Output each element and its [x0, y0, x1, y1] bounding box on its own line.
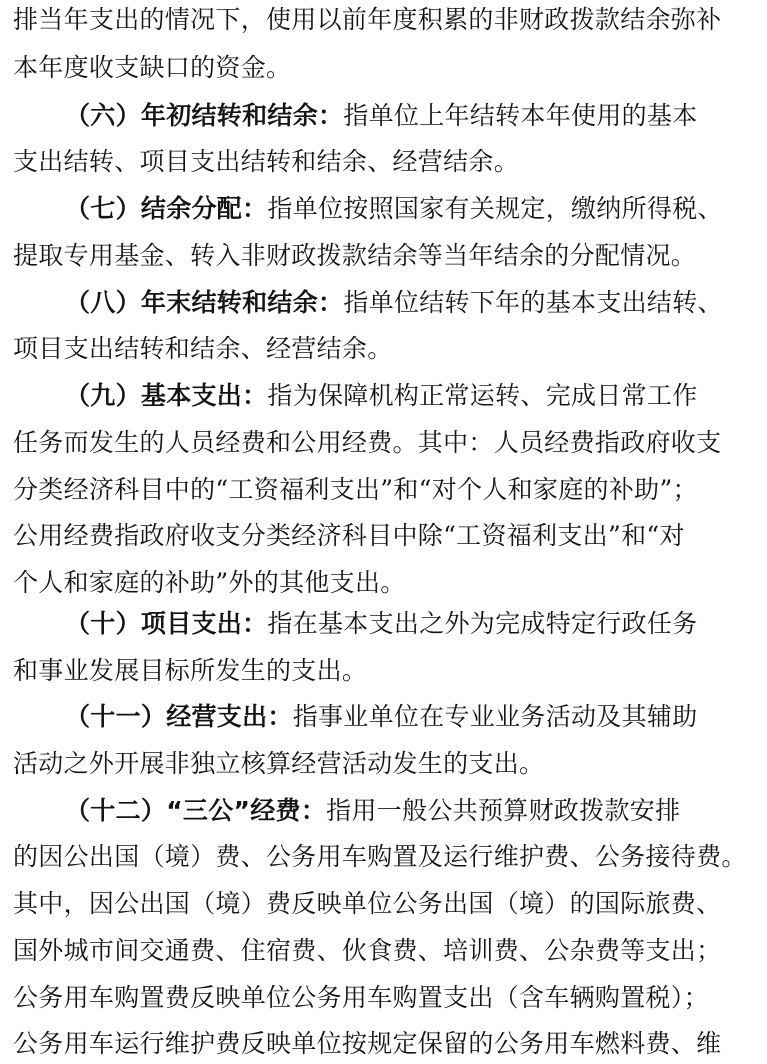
- line-text: 项目支出结转和结余、经营结余。: [13, 334, 393, 363]
- line-text: 排当年支出的情况下，使用以前年度积累的非财政拨款结余弥补: [13, 5, 722, 34]
- line-text: 提取专用基金、转入非财政拨款结余等当年结余的分配情况。: [13, 241, 697, 270]
- text-line: [13, 51, 291, 85]
- line-text: 分类经济科目中的“工资福利支出”和“对个人和家庭的补助”；: [13, 475, 698, 504]
- section-term: （六）年初结转和结余：: [65, 101, 344, 130]
- line-text: 和事业发展目标所发生的支出。: [13, 656, 368, 685]
- paragraph-heading-line: [65, 794, 680, 828]
- paragraph-heading-line: [65, 700, 698, 734]
- text-line: [13, 3, 721, 37]
- paragraph-heading-line: [65, 286, 723, 320]
- line-text: 指用一般公共预算财政拨款安排: [326, 796, 681, 825]
- line-text: 公务用车购置费反映单位公务用车购置支出（含车辆购置税）；: [13, 983, 709, 1012]
- line-text: 公用经费指政府收支分类经济科目中除“工资福利支出”和“对: [13, 521, 685, 550]
- text-line: [13, 654, 367, 688]
- line-text: 指事业单位在专业业务活动及其辅助: [292, 702, 698, 731]
- line-text: 任务而发生的人员经费和公用经费。其中：人员经费指政府收支: [13, 428, 722, 457]
- line-text: 公务用车运行维护费反映单位按规定保留的公务用车燃料费、维: [13, 1029, 722, 1058]
- line-text: 本年度收支缺口的资金。: [13, 53, 292, 82]
- section-term: （十一）经营支出：: [65, 702, 293, 731]
- paragraph-heading-line: [65, 607, 698, 641]
- text-line: [13, 332, 393, 366]
- text-line: [13, 426, 721, 460]
- text-line: [13, 887, 721, 921]
- line-text: 指单位按照国家有关规定，缴纳所得税、: [267, 194, 723, 223]
- section-term: （七）结余分配：: [65, 194, 268, 223]
- section-term: （十）项目支出：: [65, 609, 268, 638]
- line-text: 指单位上年结转本年使用的基本: [343, 101, 698, 130]
- line-text: 指为保障机构正常运转、完成日常工作: [267, 381, 698, 410]
- text-line: [13, 981, 709, 1015]
- line-text: 支出结转、项目支出结转和结余、经营结余。: [13, 147, 520, 176]
- text-line: [13, 840, 747, 874]
- text-line: [13, 1027, 721, 1061]
- line-text: 指单位结转下年的基本支出结转、: [343, 288, 723, 317]
- text-line: [13, 239, 696, 273]
- section-term: （九）基本支出：: [65, 381, 268, 410]
- line-text: 其中，因公出国（境）费反映单位公务出国（境）的国际旅费、: [13, 889, 722, 918]
- text-line: [13, 934, 721, 968]
- text-line: [13, 473, 698, 507]
- paragraph-heading-line: [65, 379, 698, 413]
- line-text: 的因公出国（境）费、公务用车购置及运行维护费、公务接待费。: [13, 842, 747, 871]
- section-term: （十二）“三公”经费：: [65, 796, 327, 825]
- line-text: 活动之外开展非独立核算经营活动发生的支出。: [13, 749, 545, 778]
- section-term: （八）年末结转和结余：: [65, 288, 344, 317]
- text-line: [13, 519, 685, 553]
- line-text: 国外城市间交通费、住宿费、伙食费、培训费、公杂费等支出；: [13, 936, 722, 965]
- text-line: [13, 747, 544, 781]
- paragraph-heading-line: [65, 99, 698, 133]
- paragraph-heading-line: [65, 192, 723, 226]
- line-text: 指在基本支出之外为完成特定行政任务: [267, 609, 698, 638]
- line-text: 个人和家庭的补助”外的其他支出。: [13, 568, 406, 597]
- text-line: [13, 566, 406, 600]
- text-line: [13, 145, 519, 179]
